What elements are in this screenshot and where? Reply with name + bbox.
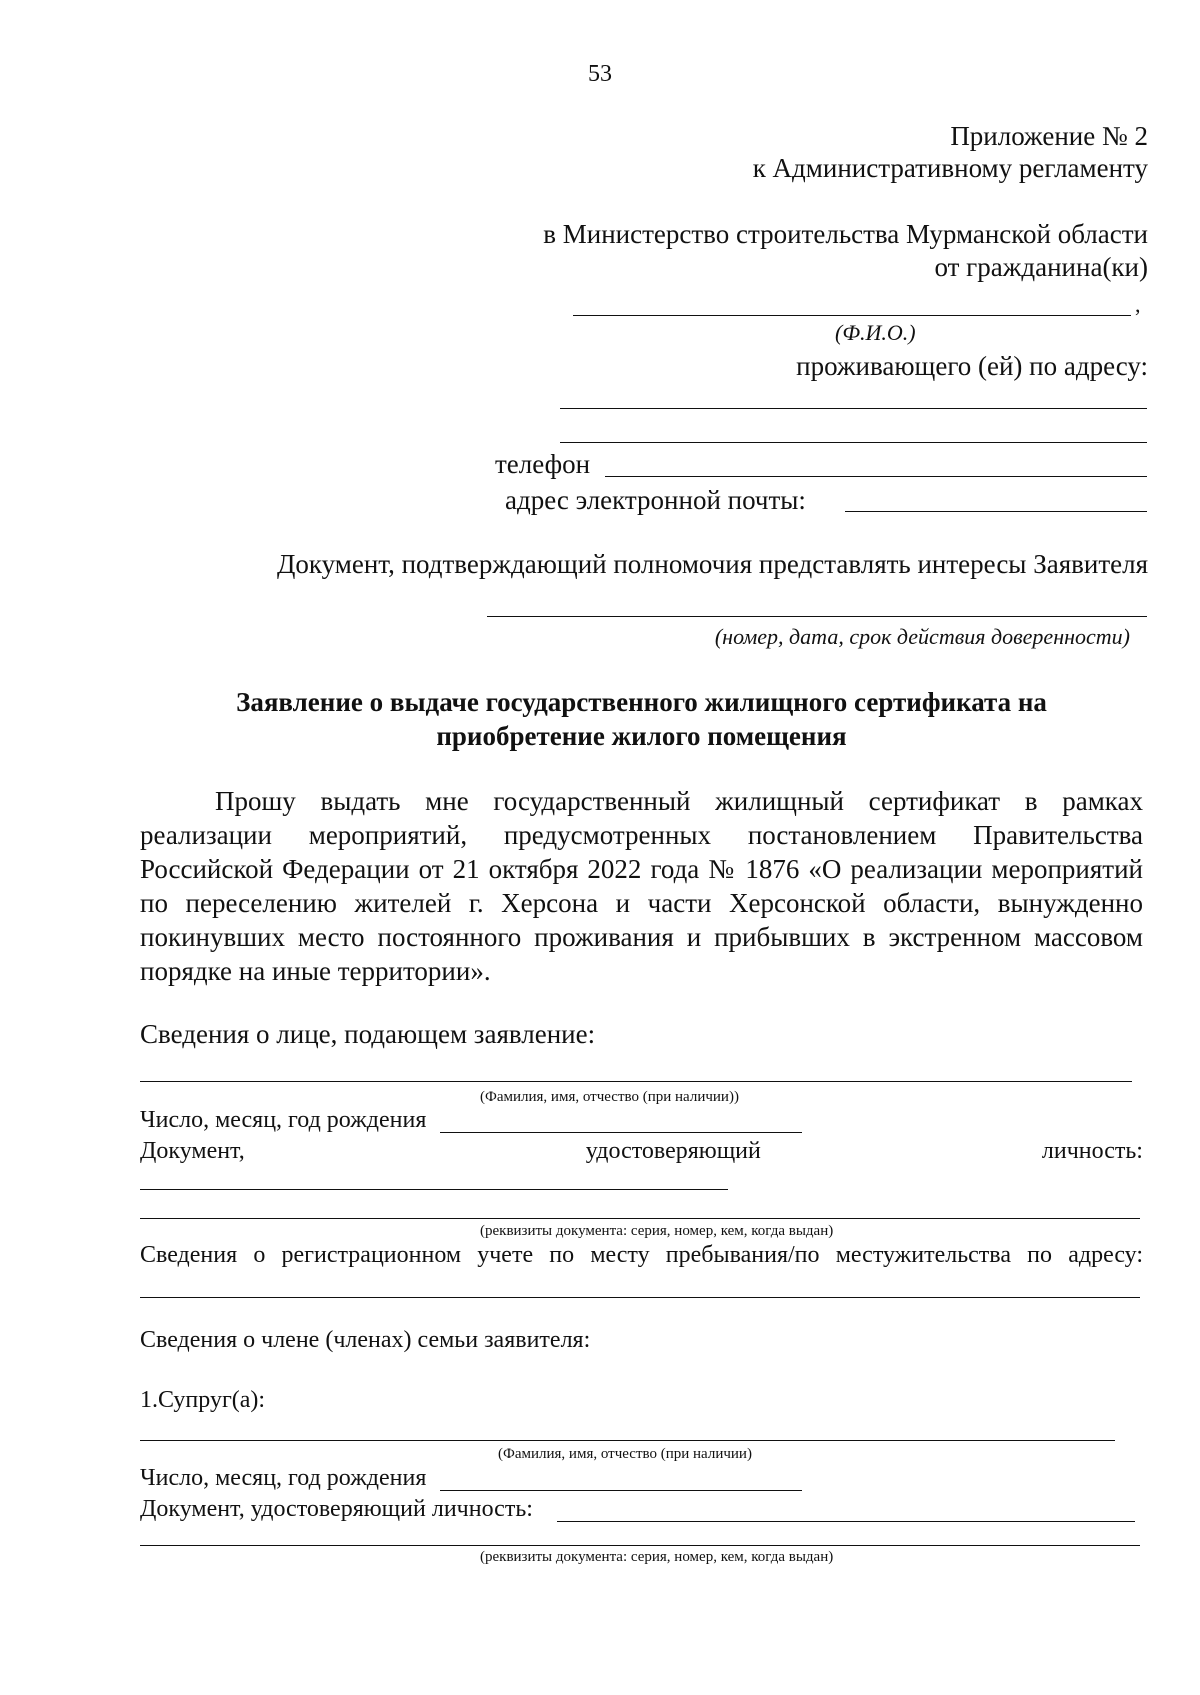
id-doc-word-3: личность: bbox=[1041, 1138, 1143, 1164]
form-title-line-2: приобретение жилого помещения bbox=[436, 721, 847, 751]
spouse-dob-label: Число, месяц, год рождения bbox=[140, 1465, 427, 1491]
appendix-title: Приложение № 2 bbox=[950, 121, 1148, 151]
fio-line bbox=[573, 315, 1131, 316]
spouse-doc-line-2 bbox=[140, 1545, 1140, 1546]
fio-caption: (Ф.И.О.) bbox=[835, 320, 916, 345]
applicant-fio-caption: (Фамилия, имя, отчество (при наличии)) bbox=[480, 1089, 739, 1105]
email-line bbox=[845, 511, 1147, 512]
phone-line bbox=[605, 476, 1147, 477]
applicant-dob-label: Число, месяц, год рождения bbox=[140, 1107, 427, 1133]
applicant-id-line-2 bbox=[140, 1218, 1140, 1219]
authority-caption: (номер, дата, срок действия доверенности) bbox=[714, 624, 1130, 649]
spouse-dob-line bbox=[440, 1490, 802, 1491]
spouse-fio-line bbox=[140, 1440, 1115, 1441]
addressee-ministry: в Министерство строительства Мурманской области bbox=[543, 219, 1148, 249]
registration-label: Сведения о регистрационном учете по месту пребывания/по местужительства по адресу: bbox=[140, 1242, 1143, 1268]
page-number: 53 bbox=[588, 61, 612, 87]
spouse-doc-label: Документ, удостоверяющий личность: bbox=[140, 1496, 533, 1522]
request-paragraph: Прошу выдать мне государственный жилищный сертификат в рамках реализации мероприятий, предусмотренных постановлением Правительства Российской Федерации от 21 октября 2022 года № 1876 «О реализации мероприятий по переселению жителей г. Херсона и части Херсонской области, вынужденно покинувших место постоянного проживания и прибывших в экстренном массовом порядке на иные территории». bbox=[140, 786, 1143, 986]
applicant-id-document-row bbox=[140, 1137, 1143, 1166]
address-line-1 bbox=[560, 408, 1147, 409]
applicant-fio-line bbox=[140, 1081, 1132, 1082]
form-title-line-1: Заявление о выдаче государственного жилищного сертификата на bbox=[236, 687, 1047, 717]
family-heading: Сведения о члене (членах) семьи заявителя: bbox=[140, 1327, 591, 1353]
id-doc-word-1: Документ, bbox=[140, 1138, 245, 1164]
appendix-subtitle: к Административному регламенту bbox=[752, 153, 1148, 183]
applicant-dob-line bbox=[440, 1132, 802, 1133]
addressee-from: от гражданина(ки) bbox=[934, 252, 1148, 282]
spouse-fio-caption: (Фамилия, имя, отчество (при наличии) bbox=[498, 1446, 752, 1462]
fio-comma: , bbox=[1135, 292, 1141, 317]
applicant-heading: Сведения о лице, подающем заявление: bbox=[140, 1019, 596, 1049]
spouse-doc-line bbox=[557, 1521, 1135, 1522]
residing-label: проживающего (ей) по адресу: bbox=[796, 351, 1148, 381]
applicant-id-caption: (реквизиты документа: серия, номер, кем, когда выдан) bbox=[480, 1223, 834, 1239]
phone-label: телефон bbox=[495, 449, 591, 479]
authority-line bbox=[487, 616, 1147, 617]
applicant-id-line-1 bbox=[140, 1189, 728, 1190]
spouse-doc-caption: (реквизиты документа: серия, номер, кем, когда выдан) bbox=[480, 1549, 834, 1565]
address-line-2 bbox=[560, 442, 1147, 443]
spouse-label: 1.Супруг(а): bbox=[140, 1387, 266, 1413]
authority-document-label: Документ, подтверждающий полномочия представлять интересы Заявителя bbox=[276, 549, 1148, 579]
registration-line bbox=[140, 1297, 1140, 1298]
id-doc-word-2: удостоверяющий bbox=[585, 1138, 761, 1164]
email-label: адрес электронной почты: bbox=[505, 485, 806, 515]
